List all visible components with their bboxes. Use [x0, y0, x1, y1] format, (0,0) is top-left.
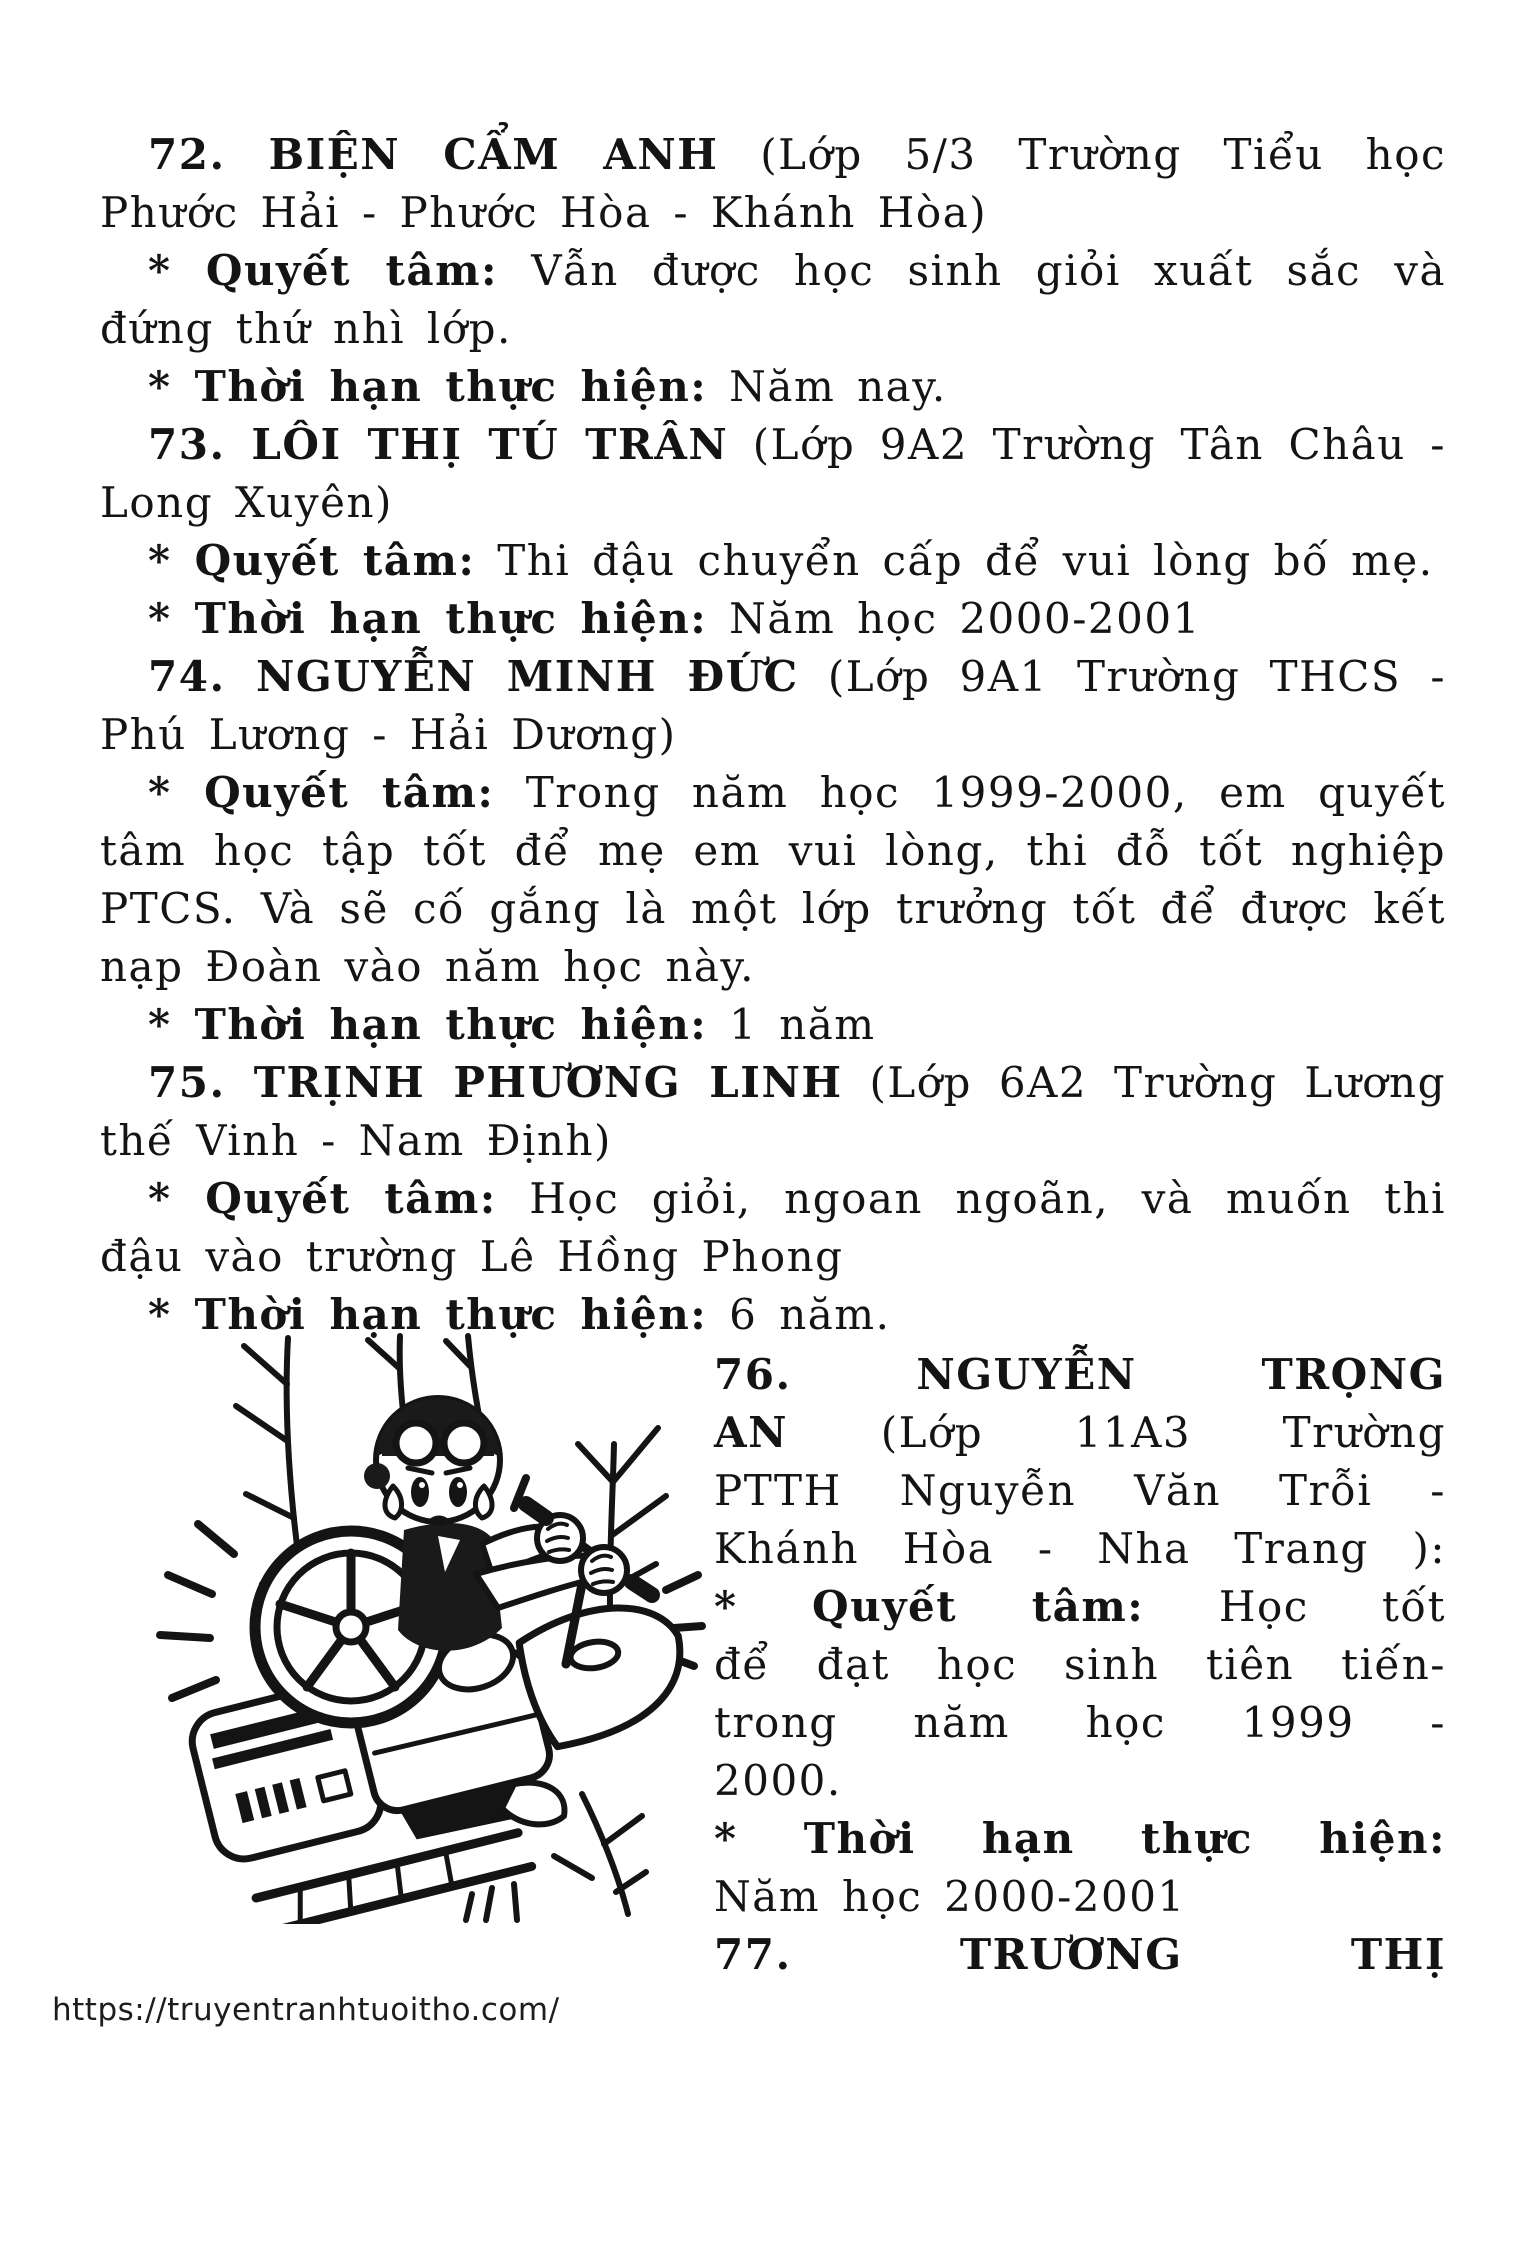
entry-76-line: * Quyết tâm: Học tốt: [714, 1582, 1446, 1631]
entry-74-deadline: * Thời hạn thực hiện: 1 năm: [148, 1000, 876, 1049]
entry-76-line: để đạt học sinh tiên tiến-: [714, 1640, 1446, 1689]
right-column: [714, 1346, 1446, 1984]
two-column-section: [100, 1346, 1446, 1984]
entry-74-resolution: * Quyết tâm: Trong năm học 1999-2000, em quyết tâm học tập tốt để mẹ em vui lòng, thi đỗ tốt nghiệp PTCS. Và sẽ cố gắng là một lớp trưởng tốt để được kết nạp Đoàn vào năm học này.: [100, 768, 1446, 991]
entry-75-deadline: * Thời hạn thực hiện: 6 năm.: [148, 1290, 891, 1339]
entry-76-line: Khánh Hòa - Nha Trang ):: [714, 1524, 1446, 1573]
entry-76-line: 76. NGUYỄN TRỌNG: [714, 1350, 1446, 1399]
entry-73-deadline: * Thời hạn thực hiện: Năm học 2000-2001: [148, 594, 1201, 643]
illustration-box: [100, 1346, 714, 1984]
main-text-block: [100, 126, 1446, 1984]
illustration-rocket-boy: [146, 1332, 706, 1924]
entry-76-line: trong năm học 1999 -: [714, 1698, 1446, 1747]
entry-76-line: AN (Lớp 11A3 Trường: [714, 1408, 1446, 1457]
entry-72-resolution: * Quyết tâm: Vẫn được học sinh giỏi xuất sắc và đứng thứ nhì lớp.: [100, 246, 1446, 353]
entry-76-line: Năm học 2000-2001: [714, 1872, 1186, 1921]
watermark-url: https://truyentranhtuoitho.com/: [52, 1992, 560, 2028]
entry-76-line: PTTH Nguyễn Văn Trỗi -: [714, 1466, 1446, 1515]
entry-73-resolution: * Quyết tâm: Thi đậu chuyển cấp để vui lòng bố mẹ.: [148, 536, 1434, 585]
entry-76-line: * Thời hạn thực hiện:: [714, 1814, 1446, 1863]
entry-73-heading: 73. LÔI THỊ TÚ TRÂN (Lớp 9A2 Trường Tân Châu - Long Xuyên): [100, 420, 1446, 527]
entry-75-heading: 75. TRỊNH PHƯƠNG LINH (Lớp 6A2 Trường Lương thế Vinh - Nam Định): [100, 1058, 1446, 1165]
entry-76-line: 2000.: [714, 1756, 842, 1805]
entry-75-resolution: * Quyết tâm: Học giỏi, ngoan ngoãn, và muốn thi đậu vào trường Lê Hồng Phong: [100, 1174, 1446, 1281]
entry-77-line: 77. TRƯƠNG THỊ: [714, 1930, 1446, 1979]
entries-column: [100, 126, 1446, 1344]
entry-72-heading: 72. BIỆN CẨM ANH (Lớp 5/3 Trường Tiểu học Phước Hải - Phước Hòa - Khánh Hòa): [100, 130, 1446, 237]
entry-72-deadline: * Thời hạn thực hiện: Năm nay.: [148, 362, 947, 411]
entry-74-heading: 74. NGUYỄN MINH ĐỨC (Lớp 9A1 Trường THCS - Phú Lương - Hải Dương): [100, 652, 1447, 759]
